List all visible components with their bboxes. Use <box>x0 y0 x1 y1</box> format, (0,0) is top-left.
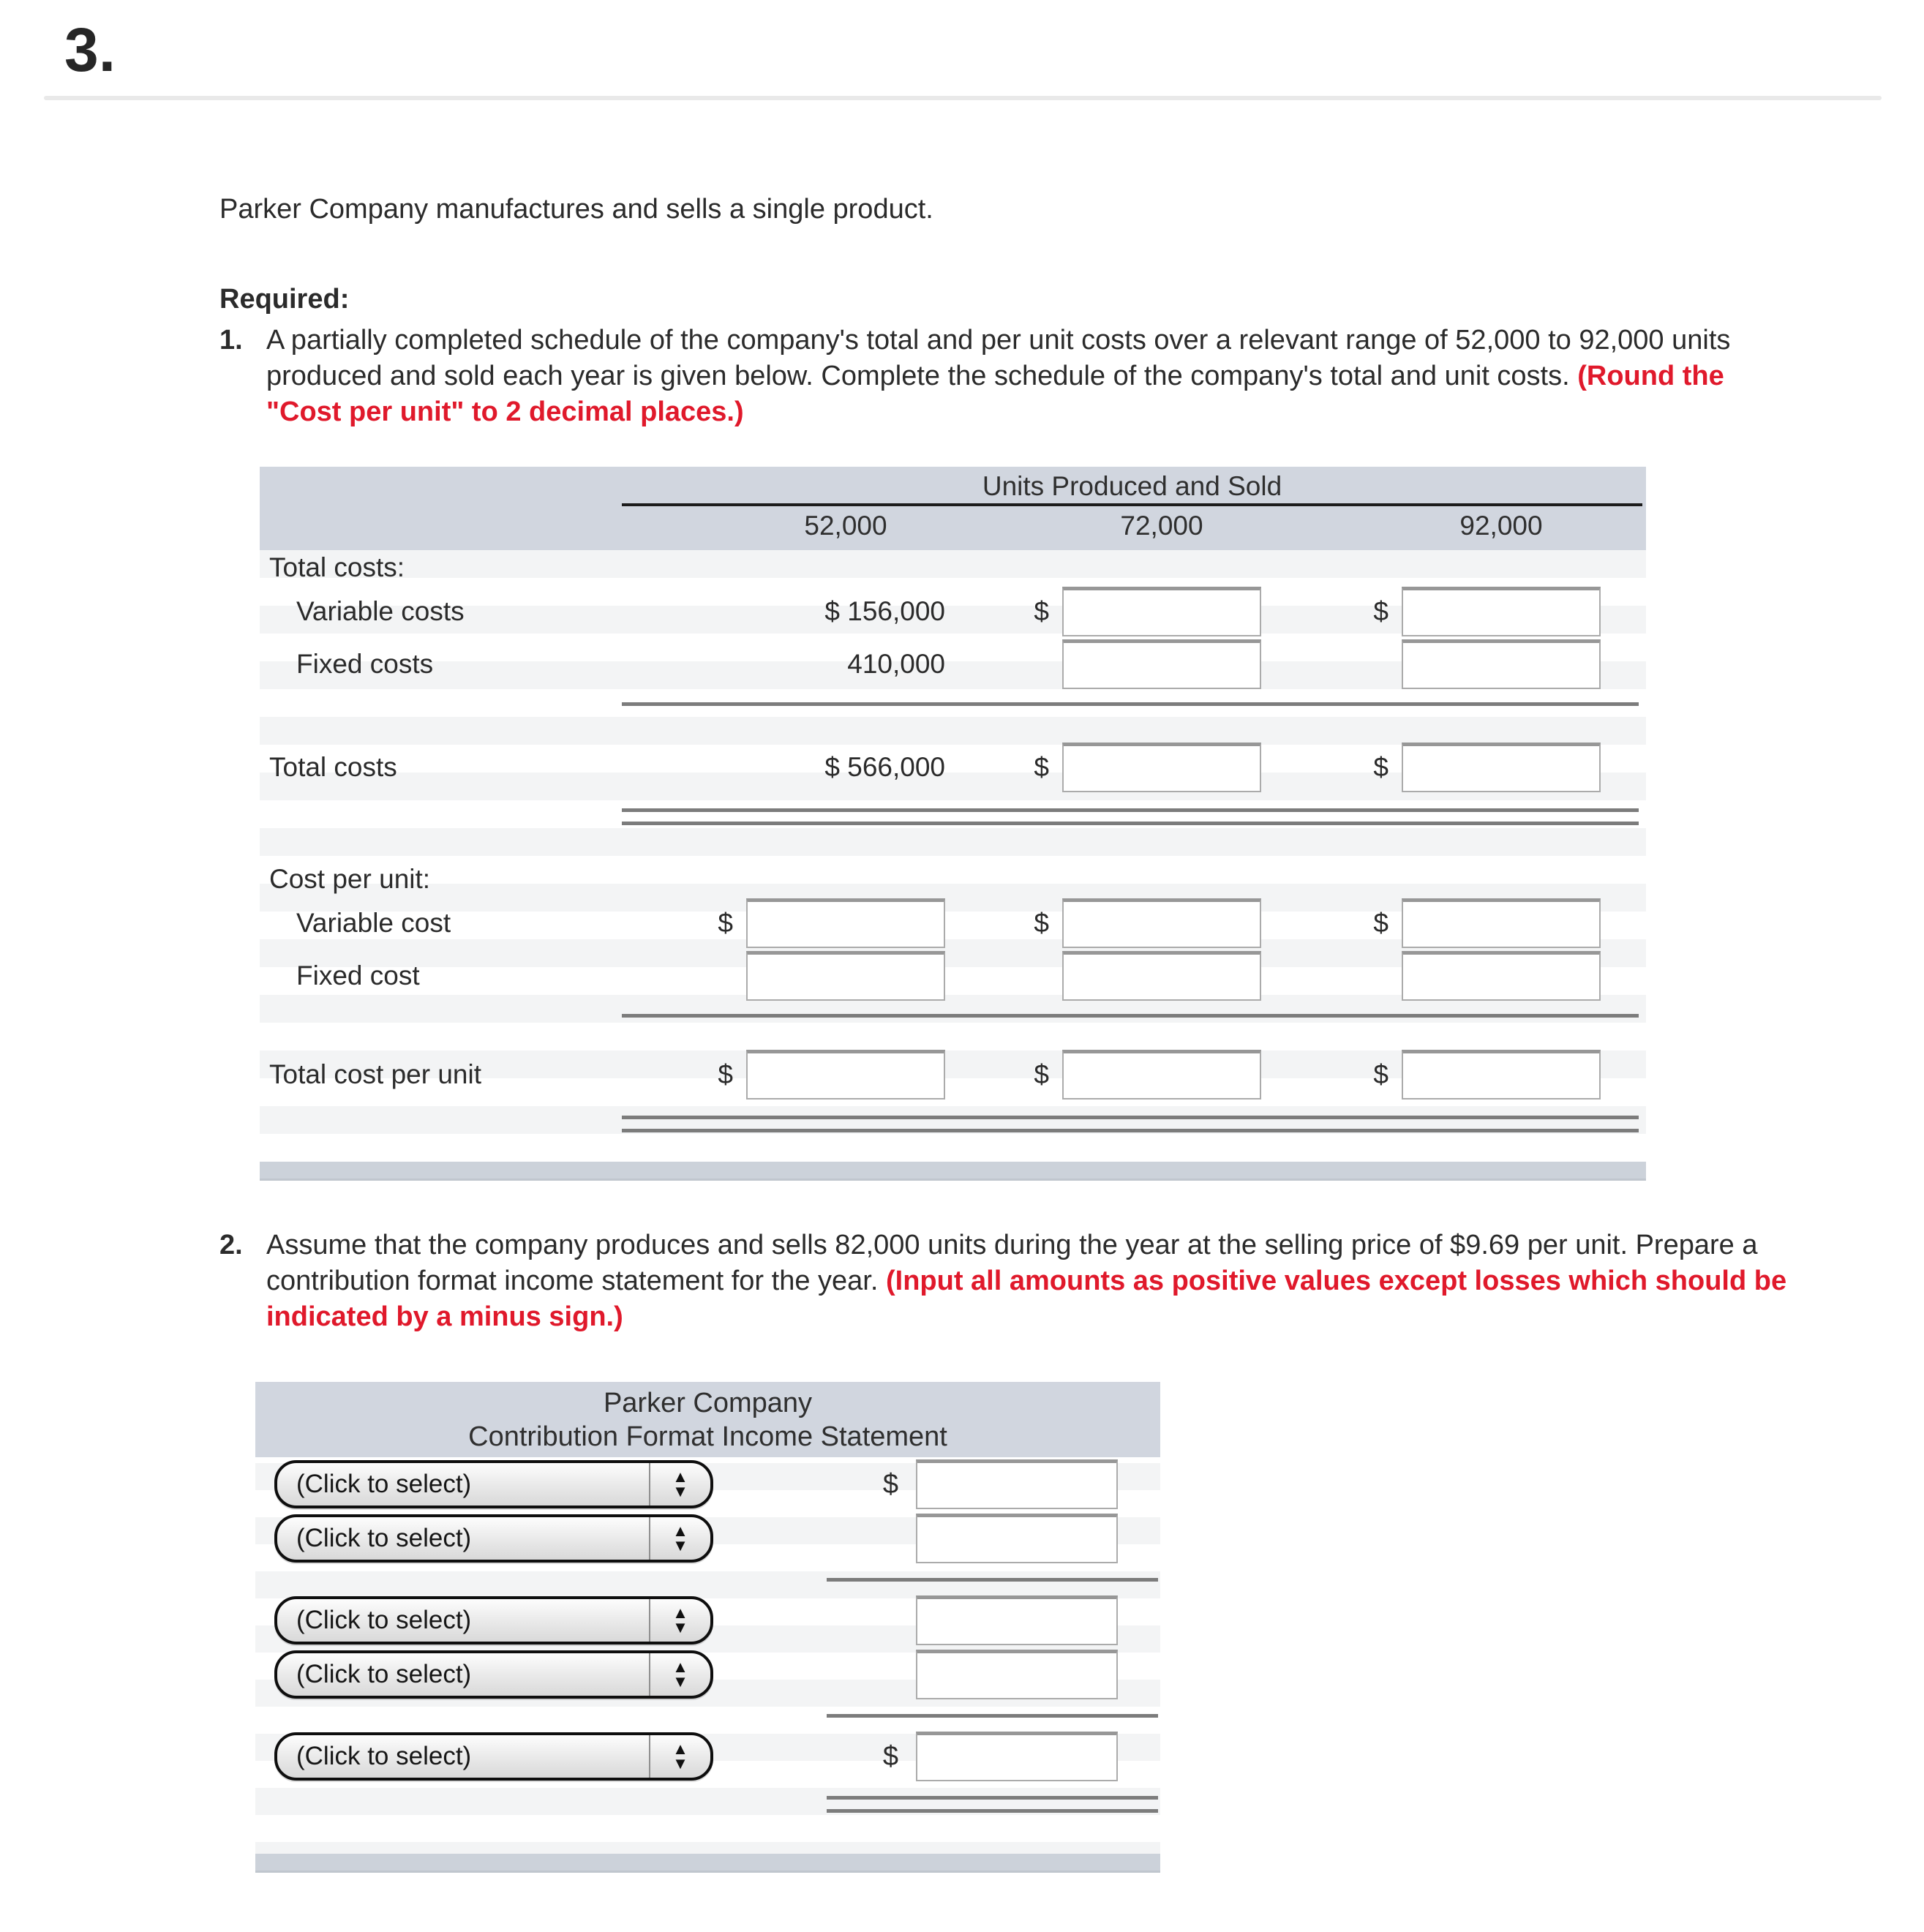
input-variable-cost-per-unit-52000[interactable] <box>746 898 945 948</box>
statement-subtotal-rule-1 <box>827 1578 1158 1582</box>
statement-title: Contribution Format Income Statement <box>468 1421 947 1452</box>
requirement-2-instruction: (Input all amounts as positive values except losses which should be indicated by a minus sign.) <box>266 1266 1787 1332</box>
income-statement-select-4[interactable] <box>274 1650 713 1699</box>
contribution-income-statement <box>255 1382 1160 1873</box>
statement-company-name: Parker Company <box>603 1387 813 1418</box>
fixed-costs-52000-value: 410,000 <box>847 649 945 679</box>
input-variable-cost-per-unit-92000[interactable] <box>1402 898 1601 948</box>
variable-cost-per-unit-row <box>260 897 1646 950</box>
statement-total-rule-bottom <box>827 1809 1158 1813</box>
question-content <box>219 194 1796 1873</box>
variable-cost-label: Variable cost <box>296 908 451 938</box>
input-variable-costs-92000[interactable] <box>1402 587 1601 636</box>
dollar-sign: $ <box>882 1740 898 1772</box>
total-cost-per-unit-label: Total cost per unit <box>269 1059 481 1089</box>
up-down-arrows-icon: ▲ ▼ <box>649 1517 710 1560</box>
requirement-2 <box>219 1228 1796 1335</box>
up-down-arrows-icon: ▲ ▼ <box>649 1463 710 1506</box>
input-fixed-cost-per-unit-52000[interactable] <box>746 951 945 1001</box>
input-fixed-cost-per-unit-72000[interactable] <box>1062 951 1261 1001</box>
total-cost-per-unit-row <box>260 1048 1646 1101</box>
cost-schedule-table <box>260 467 1646 1181</box>
requirement-1-instruction: (Round the "Cost per unit" to 2 decimal places.) <box>266 361 1724 427</box>
dollar-sign: $ <box>882 1468 898 1500</box>
statement-header <box>255 1382 1160 1457</box>
requirement-2-number: 2. <box>219 1230 243 1260</box>
total-costs-label: Total costs <box>269 752 397 782</box>
requirement-1-number: 1. <box>219 325 243 356</box>
column-headers <box>260 506 1646 546</box>
input-statement-amount-4[interactable] <box>916 1650 1118 1699</box>
fixed-costs-row <box>260 638 1646 691</box>
dollar-sign: $ <box>1373 596 1388 626</box>
input-fixed-cost-per-unit-92000[interactable] <box>1402 951 1601 1001</box>
input-variable-cost-per-unit-72000[interactable] <box>1062 898 1261 948</box>
section-divider <box>44 96 1882 100</box>
statement-row-4 <box>255 1647 1160 1702</box>
statement-total-rule-top <box>827 1796 1158 1800</box>
variable-costs-row <box>260 585 1646 638</box>
requirement-1-text <box>266 323 1796 430</box>
cost-per-unit-section-row <box>260 862 1646 897</box>
requirement-2-body: Assume that the company produces and sells 82,000 units during the year at the selling price of $9.69 per unit. Prepare a contribution format income statement for the year. <box>266 1230 1758 1296</box>
up-down-arrows-icon: ▲ ▼ <box>649 1653 710 1696</box>
requirement-1 <box>219 323 1796 430</box>
dollar-sign: $ <box>1034 596 1049 626</box>
schedule-footer-bar <box>260 1162 1646 1181</box>
dollar-sign: $ <box>1373 908 1388 938</box>
select-4-label: (Click to select) <box>296 1660 472 1688</box>
fixed-cost-label: Fixed cost <box>296 961 420 991</box>
input-fixed-costs-92000[interactable] <box>1402 639 1601 689</box>
statement-row-1 <box>255 1457 1160 1511</box>
units-produced-sold-heading: Units Produced and Sold <box>982 471 1282 501</box>
variable-costs-52000-value: $ 156,000 <box>824 596 945 626</box>
input-statement-amount-1[interactable] <box>916 1459 1118 1509</box>
total-costs-row <box>260 741 1646 794</box>
select-5-label: (Click to select) <box>296 1742 472 1770</box>
input-total-cost-per-unit-92000[interactable] <box>1402 1050 1601 1100</box>
income-statement-select-3[interactable] <box>274 1596 713 1645</box>
cost-per-unit-section-label: Cost per unit: <box>269 864 431 894</box>
input-total-costs-92000[interactable] <box>1402 743 1601 792</box>
input-statement-amount-3[interactable] <box>916 1595 1118 1645</box>
income-statement-select-5[interactable] <box>274 1732 713 1781</box>
input-variable-costs-72000[interactable] <box>1062 587 1261 636</box>
question-number: 3. <box>64 15 116 84</box>
total-costs-section-label: Total costs: <box>269 552 405 582</box>
statement-row-5 <box>255 1729 1160 1783</box>
select-3-label: (Click to select) <box>296 1606 472 1634</box>
up-down-arrows-icon: ▲ ▼ <box>649 1599 710 1642</box>
variable-costs-label: Variable costs <box>296 596 465 626</box>
statement-row-3 <box>255 1593 1160 1647</box>
required-heading: Required: <box>219 284 350 315</box>
input-total-costs-72000[interactable] <box>1062 743 1261 792</box>
input-total-cost-per-unit-52000[interactable] <box>746 1050 945 1100</box>
input-total-cost-per-unit-72000[interactable] <box>1062 1050 1261 1100</box>
requirement-1-body: A partially completed schedule of the company's total and per unit costs over a relevant range of 52,000 to 92,000 units produced and sold each year is given below. Complete the schedule of the company's total and unit costs. <box>266 325 1731 391</box>
income-statement-select-1[interactable] <box>274 1460 713 1508</box>
col-header-92000: 92,000 <box>1459 511 1543 541</box>
requirement-2-text <box>266 1228 1796 1335</box>
input-statement-amount-5[interactable] <box>916 1732 1118 1781</box>
col-header-52000: 52,000 <box>804 511 887 541</box>
dollar-sign: $ <box>1373 752 1388 782</box>
statement-row-2 <box>255 1511 1160 1565</box>
select-2-label: (Click to select) <box>296 1524 472 1552</box>
statement-footer-bar <box>255 1854 1160 1873</box>
income-statement-select-2[interactable] <box>274 1514 713 1563</box>
dollar-sign: $ <box>1034 1059 1049 1089</box>
problem-intro: Parker Company manufactures and sells a single product. <box>219 194 933 225</box>
schedule-header <box>260 467 1646 550</box>
input-statement-amount-2[interactable] <box>916 1514 1118 1563</box>
col-header-72000: 72,000 <box>1120 511 1203 541</box>
dollar-sign: $ <box>1034 752 1049 782</box>
dollar-sign: $ <box>1034 908 1049 938</box>
select-1-label: (Click to select) <box>296 1470 472 1498</box>
dollar-sign: $ <box>1373 1059 1388 1089</box>
fixed-costs-label: Fixed costs <box>296 649 434 679</box>
up-down-arrows-icon: ▲ ▼ <box>649 1735 710 1778</box>
dollar-sign: $ <box>718 1059 733 1089</box>
fixed-cost-per-unit-row <box>260 950 1646 1002</box>
total-costs-section-row <box>260 550 1646 585</box>
total-costs-52000-value: $ 566,000 <box>824 752 945 782</box>
input-fixed-costs-72000[interactable] <box>1062 639 1261 689</box>
statement-subtotal-rule-2 <box>827 1714 1158 1718</box>
dollar-sign: $ <box>718 908 733 938</box>
